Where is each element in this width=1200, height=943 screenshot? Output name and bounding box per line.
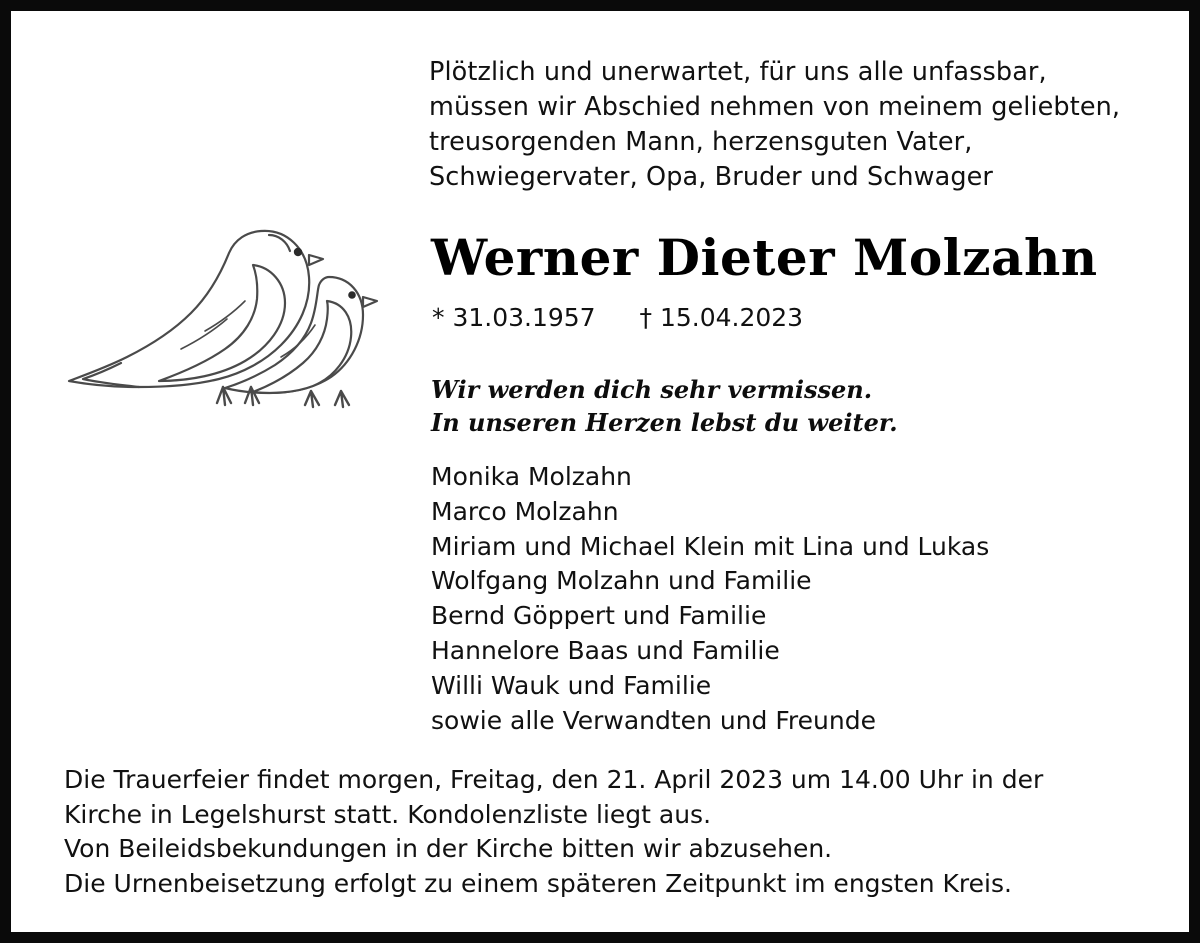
- mourner-item: Marco Molzahn: [431, 496, 619, 526]
- mourner-item: Monika Molzahn: [431, 462, 632, 491]
- memorial-verse: [431, 373, 898, 439]
- service-line: Die Trauerfeier findet morgen, Freitag, den 21. April 2023 um 14.00 Uhr in der: [64, 765, 1044, 794]
- birth-symbol: *: [432, 303, 445, 332]
- intro-line: Plötzlich und unerwartet, für uns alle unfassbar,: [429, 57, 1047, 87]
- deceased-name: Werner Dieter Molzahn: [431, 228, 1098, 287]
- verse-line: Wir werden dich sehr vermissen.: [431, 375, 873, 404]
- mourner-item: Miriam und Michael Klein mit Lina und Lukas: [431, 531, 990, 561]
- birth-date: 31.03.1957: [452, 303, 596, 332]
- verse-line: In unseren Herzen lebst du weiter.: [431, 408, 898, 437]
- service-line: Kirche in Legelshurst statt. Kondolenzliste liegt aus.: [64, 799, 712, 829]
- intro-line: müssen wir Abschied nehmen von meinem geliebten,: [429, 92, 1121, 122]
- mourner-item: Hannelore Baas und Familie: [431, 635, 780, 665]
- obituary-card: [11, 11, 1189, 932]
- death-date: 15.04.2023: [659, 303, 804, 332]
- mourner-item: sowie alle Verwandten und Freunde: [431, 705, 876, 735]
- life-dates: [432, 302, 803, 334]
- two-doves-icon: [55, 191, 395, 416]
- intro-line: treusorgenden Mann, herzensguten Vater,: [429, 127, 973, 157]
- service-details: [64, 763, 1144, 901]
- service-line: Von Beileidsbekundungen in der Kirche bitten wir abzusehen.: [64, 834, 833, 863]
- death-symbol: †: [639, 303, 652, 332]
- mourner-item: Willi Wauk und Familie: [431, 670, 712, 700]
- mourner-item: Wolfgang Molzahn und Familie: [431, 566, 812, 596]
- intro-text: [429, 55, 1169, 195]
- mourner-item: Bernd Göppert und Familie: [431, 601, 767, 631]
- intro-line: Schwiegervater, Opa, Bruder und Schwager: [429, 162, 993, 192]
- mourners-list: [431, 460, 989, 738]
- service-line: Die Urnenbeisetzung erfolgt zu einem späteren Zeitpunkt im engsten Kreis.: [64, 868, 1012, 898]
